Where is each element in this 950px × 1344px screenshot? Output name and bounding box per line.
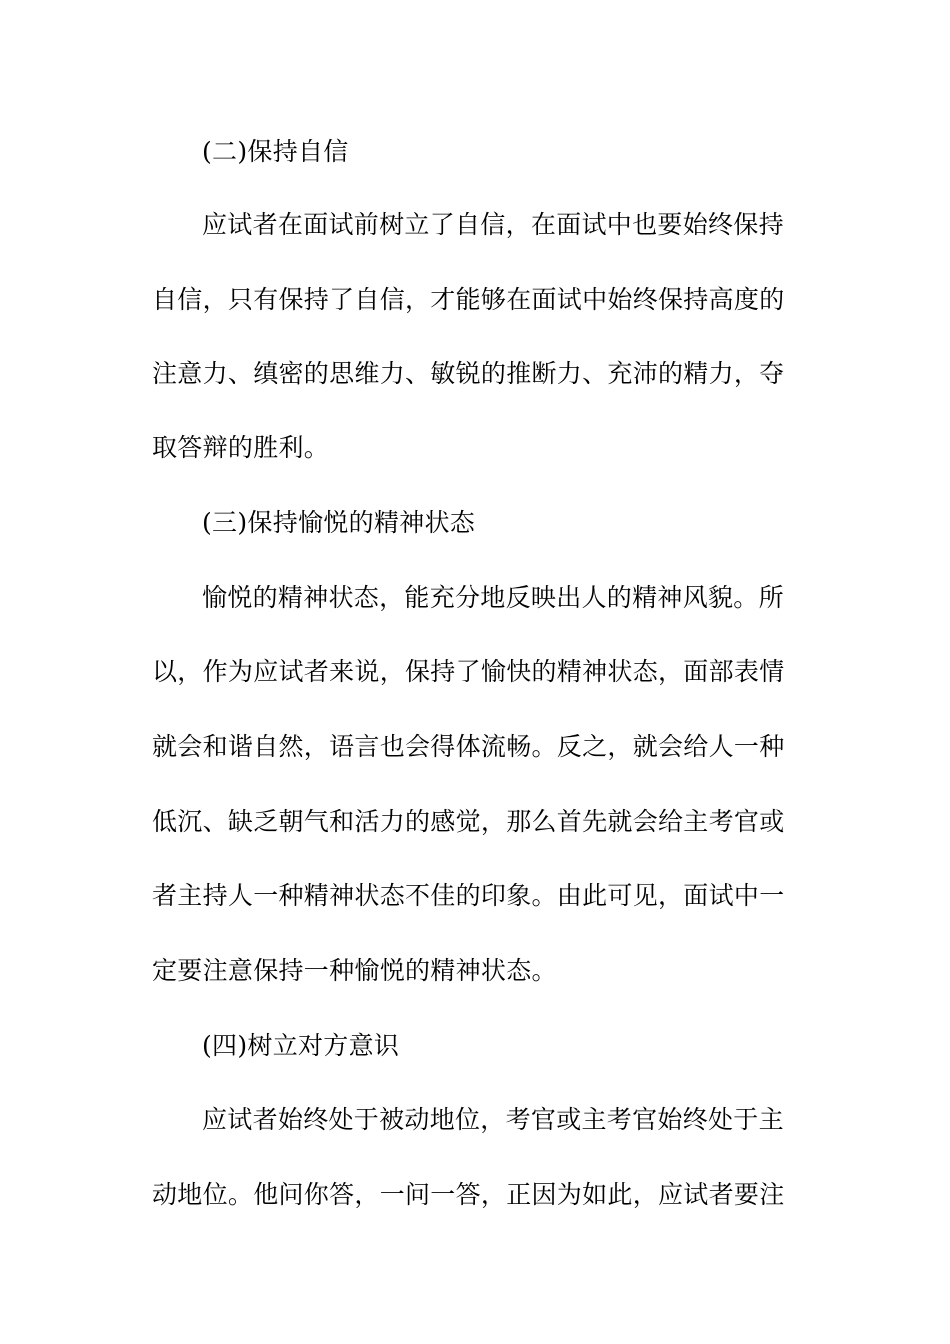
paragraph-line: 应试者在面试前树立了自信，在面试中也要始终保持 <box>202 210 784 239</box>
paragraph-line: 动地位。他问你答，一问一答，正因为如此，应试者要注 <box>152 1180 785 1209</box>
section-heading-3: (三)保持愉悦的精神状态 <box>202 508 476 537</box>
paragraph-line: 就会和谐自然，语言也会得体流畅。反之，就会给人一种 <box>152 732 785 761</box>
paragraph-line: 注意力、缜密的思维力、敏锐的推断力、充沛的精力，夺 <box>152 359 785 388</box>
paragraph-line: 愉悦的精神状态，能充分地反映出人的精神风貌。所 <box>202 583 784 612</box>
paragraph-line: 应试者始终处于被动地位，考官或主考官始终处于主 <box>202 1105 784 1134</box>
paragraph-line: 自信，只有保持了自信，才能够在面试中始终保持高度的 <box>152 285 785 314</box>
paragraph-line: 以，作为应试者来说，保持了愉快的精神状态，面部表情 <box>152 657 785 686</box>
paragraph-line: 取答辩的胜利。 <box>152 433 330 462</box>
paragraph-line: 定要注意保持一种愉悦的精神状态。 <box>152 956 557 985</box>
paragraph-line: 低沉、缺乏朝气和活力的感觉，那么首先就会给主考官或 <box>152 807 785 836</box>
section-heading-4: (四)树立对方意识 <box>202 1031 400 1060</box>
paragraph-line: 者主持人一种精神状态不佳的印象。由此可见，面试中一 <box>152 881 785 910</box>
section-heading-2: (二)保持自信 <box>202 137 349 166</box>
